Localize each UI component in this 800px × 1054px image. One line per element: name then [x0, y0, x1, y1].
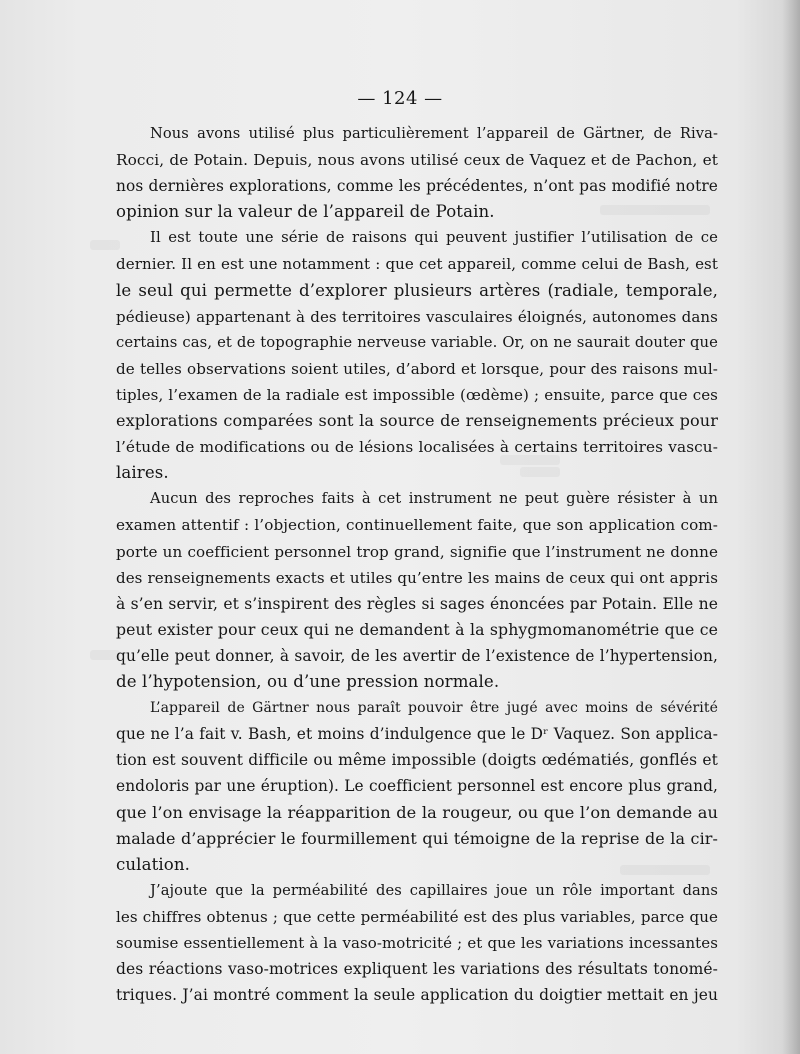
text-line: triques. J’ai montré comment la seule application du doigtier mettait en jeu [116, 986, 718, 1005]
text-line: laires. [116, 463, 169, 483]
text-line: L’appareil de Gärtner nous paraît pouvoir être jugé avec moins de sévérité [150, 700, 718, 717]
text-line: tiples, l’examen de la radiale est impossible (œdème) ; ensuite, parce que ces [116, 385, 718, 404]
text-line: de l’hypotension, ou d’une pression normale. [116, 672, 500, 692]
text-line: dernier. Il en est une notamment : que cet appareil, comme celui de Bash, est [116, 255, 718, 274]
text-line: de telles observations soient utiles, d’abord et lorsque, pour des raisons mul- [116, 359, 718, 378]
text-line: examen attentif : l’objection, continuellement faite, que son application com- [116, 516, 718, 535]
text-line: certains cas, et de topographie nerveuse variable. Or, on ne saurait douter que [116, 333, 718, 351]
text-line: des réactions vaso-motrices expliquent les variations des résultats tonomé- [116, 960, 718, 979]
text-line: tion est souvent difficile ou même impossible (doigts œdématiés, gonflés et [116, 751, 718, 770]
page-edge-shadow [782, 0, 800, 1054]
text-line: peut exister pour ceux qui ne demandent à la sphygmomanométrie que ce [116, 619, 718, 639]
text-line: que l’on envisage la réapparition de la rougeur, ou que l’on demande au [116, 802, 718, 822]
text-line: soumise essentiellement à la vaso-motricité ; et que les variations incessantes [116, 934, 718, 953]
text-line: Il est toute une série de raisons qui peuvent justifier l’utilisation de ce [150, 229, 718, 247]
paragraph-1 [116, 121, 718, 225]
text-line: Aucun des reproches faits à cet instrument ne peut guère résister à un [150, 490, 718, 508]
paragraph-3 [116, 486, 718, 695]
text-line: malade d’apprécier le fourmillement qui témoigne de la reprise de la cir- [116, 828, 718, 848]
text-line: le seul qui permette d’explorer plusieurs artères (radiale, temporale, [116, 280, 718, 300]
text-line: qu’elle peut donner, à savoir, de les avertir de l’existence de l’hypertension, [116, 646, 718, 665]
text-line: Rocci, de Potain. Depuis, nous avons utilisé ceux de Vaquez et de Pachon, et [116, 151, 718, 170]
text-line: endoloris par une éruption). Le coefficient personnel est encore plus grand, [116, 777, 718, 796]
paragraph-4 [116, 695, 718, 878]
paragraph-2 [116, 225, 718, 486]
text-line: à s’en servir, et s’inspirent des règles si sages énoncées par Potain. Elle ne [116, 594, 718, 613]
text-line: J’ajoute que la perméabilité des capillaires joue un rôle important dans [150, 881, 718, 899]
text-line: pédieuse) appartenant à des territoires vasculaires éloignés, autonomes dans [116, 307, 718, 326]
page-number: — 124 — [357, 88, 443, 109]
text-line: opinion sur la valeur de l’appareil de Potain. [116, 202, 495, 222]
text-line: nos dernières explorations, comme les précédentes, n’ont pas modifié notre [116, 177, 718, 196]
text-line: que ne l’a fait v. Bash, et moins d’indulgence que le Dʳ Vaquez. Son applica- [116, 725, 718, 744]
text-line: culation. [116, 854, 191, 874]
text-line: l’étude de modifications ou de lésions localisées à certains territoires vascu- [116, 438, 718, 457]
paragraph-5 [116, 878, 718, 1008]
text-line: des renseignements exacts et utiles qu’entre les mains de ceux qui ont appris [116, 568, 718, 587]
text-line: porte un coefficient personnel trop grand, signifie que l’instrument ne donne [116, 542, 718, 561]
text-line: explorations comparées sont la source de renseignements précieux pour [116, 411, 718, 431]
text-line: Nous avons utilisé plus particulièrement l’appareil de Gärtner, de Riva- [150, 125, 718, 142]
text-line: les chiffres obtenus ; que cette perméabilité est des plus variables, parce que [116, 907, 718, 926]
